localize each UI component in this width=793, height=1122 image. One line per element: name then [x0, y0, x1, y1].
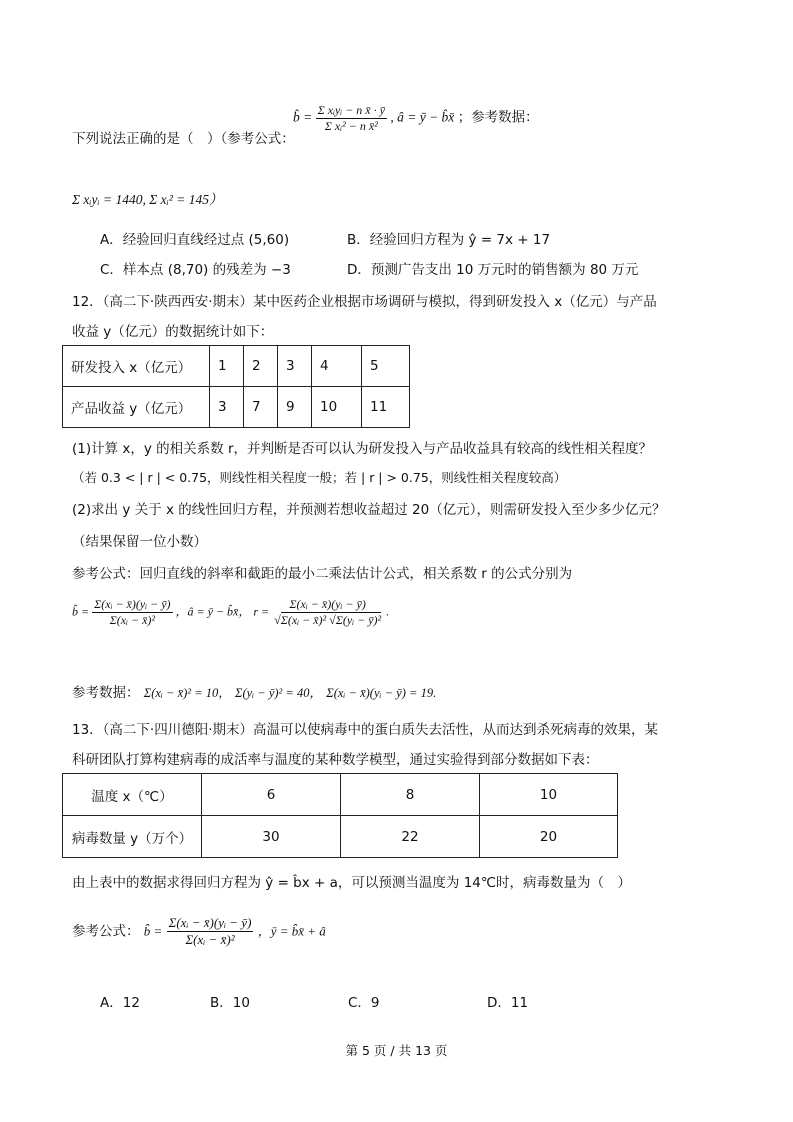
q12-table-cell: 11 [362, 387, 410, 428]
q12-ref-data-3: Σ(xᵢ − x̄)(yᵢ − ȳ) = 19. [326, 686, 437, 700]
q12-ref-data-label: 参考数据： [72, 685, 140, 701]
q12-r-den-x: Σ(xᵢ − x̄)² [280, 613, 327, 627]
q11-b-denominator: Σ xᵢ² − n x̄² [324, 119, 378, 133]
q13-table-cell: 8 [341, 774, 480, 816]
q13-data-table [62, 773, 618, 858]
q12-table-cell: 1 [210, 346, 244, 387]
q13-option-c: C．9 [348, 995, 380, 1011]
q12-part1-note: （若 0.3 < | r | < 0.75，则线性相关程度一般；若 | r | > 0.75，则线性相关程度较高） [72, 470, 567, 485]
q13-question: 由上表中的数据求得回归方程为 ŷ = b̂x + a，可以预测当温度为 14℃时，病毒数量为（ ） [72, 875, 632, 891]
q13-table-cell: 30 [202, 816, 341, 858]
q12-table-row-revenue [63, 387, 410, 428]
q12-ref-data-2: Σ(yᵢ − ȳ)² = 40， [235, 686, 322, 700]
q12-line2: 收益 y（亿元）的数据统计如下： [72, 324, 274, 340]
q12-data-table [62, 345, 410, 428]
q11-stem-prefix: 下列说法正确的是（ ）（参考公式： [72, 131, 295, 147]
q13-table-cell: 20 [480, 816, 618, 858]
q12-table-cell: 3 [210, 387, 244, 428]
q13-table-cell: 22 [341, 816, 480, 858]
q12-r-den-y: Σ(yᵢ − ȳ)² [335, 613, 382, 627]
q13-b-hat-label: b̂ = [143, 923, 163, 939]
q12-ref-data-1: Σ(xᵢ − x̄)² = 10， [143, 686, 231, 700]
q12-r-denominator: √Σ(xᵢ − x̄)² √Σ(yᵢ − ȳ)² [274, 613, 382, 627]
q12-b-denominator: Σ(xᵢ − x̄)² [109, 613, 155, 627]
q13-y-formula: ，ȳ = b̂x̄ + â [257, 923, 326, 939]
q13-table-cell: 6 [202, 774, 341, 816]
q13-line1: 13．（高二下·四川德阳·期末）高温可以使病毒中的蛋白质失去活性，从而达到杀死病毒的效果，某 [72, 722, 659, 738]
q12-table-cell: 4 [312, 346, 362, 387]
q11-stem-suffix: ；参考数据： [457, 109, 539, 126]
q12-table-header-revenue: 产品收益 y（亿元） [63, 387, 210, 428]
q12-formulas: b̂ = $\frac{\text{Σ(xᵢ − x̄)(yᵢ − ȳ)}}{\text{Σ(xᵢ − x̄)²}}$ ，â = ȳ − b̂x̄， r = $\frac{\text{Σ(xᵢ − x̄)(yᵢ − ȳ)}}{\text{√Σ(xᵢ − x̄)² √Σ(yᵢ − ȳ)²}}$ . [72, 597, 390, 627]
q13-ref-formula [72, 915, 326, 948]
q13-option-a: A．12 [100, 995, 140, 1011]
q12-table-header-rd: 研发投入 x（亿元） [63, 346, 210, 387]
q12-r-numerator: Σ(xᵢ − x̄)(yᵢ − ȳ) [289, 597, 366, 611]
q11-option-b: B．经验回归方程为 ŷ = 7x + 17 [347, 232, 551, 248]
q13-b-numerator: Σ(xᵢ − x̄)(yᵢ − ȳ) [168, 915, 252, 930]
q11-b-formula [293, 103, 539, 134]
q12-ref-data [72, 681, 436, 701]
q12-b-hat-label: b̂ = [72, 604, 90, 619]
q12-ref-formula-intro: 参考公式：回归直线的斜率和截距的最小二乘法估计公式，相关系数 r 的公式分别为 [72, 566, 573, 582]
q13-table-header-temp: 温度 x（℃） [63, 774, 202, 816]
q12-table-cell: 2 [244, 346, 278, 387]
q12-part1: (1)计算 x，y 的相关系数 r，并判断是否可以认为研发投入与产品收益具有较高的线性相关程度？ [72, 441, 653, 457]
q12-r-label: r = [253, 604, 270, 619]
q13-ref-label: 参考公式： [72, 923, 140, 940]
q11-option-d: D．预测广告支出 10 万元时的销售额为 80 万元 [347, 262, 639, 278]
q11-option-c: C．样本点 (8,70) 的残差为 −3 [100, 262, 291, 278]
q13-table-header-virus: 病毒数量 y（万个） [63, 816, 202, 858]
q13-table-row-virus [63, 816, 618, 858]
q13-b-denominator: Σ(xᵢ − x̄)² [185, 932, 235, 947]
q13-option-d: D．11 [487, 995, 529, 1011]
q13-option-b: B．10 [210, 995, 250, 1011]
q12-table-cell: 3 [278, 346, 312, 387]
q13-line2: 科研团队打算构建病毒的成活率与温度的某种数学模型，通过实验得到部分数据如下表： [72, 752, 599, 768]
q12-part2-note: （结果保留一位小数） [72, 534, 207, 550]
q12-table-cell: 10 [312, 387, 362, 428]
q12-part2: (2)求出 y 关于 x 的线性回归方程，并预测若想收益超过 20（亿元），则需研发投入至少多少亿元？ [72, 502, 666, 518]
page-footer: 第 5 页 / 共 13 页 [345, 1043, 448, 1058]
q12-table-cell: 5 [362, 346, 410, 387]
q11-a-hat: , â = ȳ − b̂x̄ [390, 109, 455, 125]
q11-b-hat: b̂ = [293, 109, 313, 125]
q12-table-cell: 7 [244, 387, 278, 428]
q11-option-a: A．经验回归直线经过点 (5,60) [100, 232, 290, 248]
q12-a-formula: ，â = ȳ − b̂x̄， [175, 604, 251, 619]
q12-table-row-rd [63, 346, 410, 387]
q12-b-numerator: Σ(xᵢ − x̄)(yᵢ − ȳ) [94, 597, 171, 611]
q13-table-cell: 10 [480, 774, 618, 816]
q11-b-numerator: Σ xᵢyᵢ − n x̄ · ȳ [317, 103, 385, 117]
q11-ref-data: Σ xᵢyᵢ = 1440, Σ xᵢ² = 145） [72, 192, 223, 207]
q12-table-cell: 9 [278, 387, 312, 428]
q13-table-row-temp [63, 774, 618, 816]
q12-line1: 12．（高二下·陕西西安·期末）某中医药企业根据市场调研与模拟，得到研发投入 x（亿元）与产品 [72, 294, 657, 310]
